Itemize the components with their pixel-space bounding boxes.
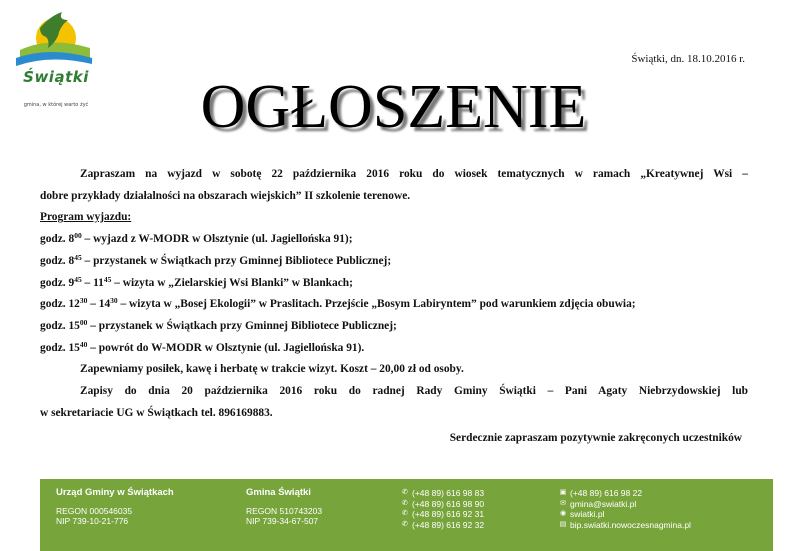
intro-line-1: Zapraszam na wyjazd w sobotę 22 października 2016 roku do wiosek tematycznych w ramach „Kreatywnej Wsi –	[80, 168, 748, 180]
bip-row[interactable]: ▤ bip.swiatki.nowoczesnagmina.pl	[559, 519, 691, 530]
program-heading: Program wyjazdu:	[40, 211, 132, 224]
announcement-body	[40, 164, 748, 450]
logo-name: Świątki	[23, 68, 89, 86]
fax-icon: ▣	[559, 489, 567, 496]
program-item: godz. $8^{00}$ – wyjazd z W-MODR w Olsztynie (ul. Jagiellońska 91);	[40, 231, 353, 246]
phone-row: ✆ (+48 89) 616 92 31	[402, 509, 485, 519]
document-date: Świątki, dn. 18.10.2016 r.	[631, 53, 745, 65]
municipality-regon: REGON 510743203	[246, 505, 323, 516]
phone-icon: ✆	[402, 499, 408, 507]
phone-icon: ✆	[402, 489, 408, 496]
footer-phones	[401, 488, 484, 530]
signup-line-2: w sekretariacie UG w Świątkach tel. 896169883.	[40, 406, 273, 419]
municipality-nip: NIP 739-34-67-507	[246, 516, 319, 526]
program-item: godz. $8^{45}$ – przystanek w Świątkach przy Gminnej Bibliotece Publicznej;	[40, 252, 392, 267]
web-icon: ◉	[559, 510, 567, 517]
office-regon: REGON 000546035	[56, 505, 133, 516]
email-row[interactable]: ✉ gmina@swiatki.pl	[560, 498, 637, 509]
email-icon: ✉	[560, 499, 566, 507]
phone-row: ✆ (+48 89) 616 98 83	[402, 488, 485, 498]
footer-contacts	[559, 488, 691, 530]
phone-icon: ✆	[402, 510, 408, 517]
logo-tagline: gmina, w której warto żyć	[23, 102, 89, 108]
intro-line-2: dobre przykłady działalności na obszarach wiejskich” II szkolenie terenowe.	[40, 189, 411, 202]
program-item: godz. $15^{40}$ – powrót do W-MODR w Olsztynie (ul. Jagiellońska 91).	[40, 339, 365, 354]
phone-row: ✆ (+48 89) 616 92 32	[402, 519, 485, 530]
program-item: godz. $9^{45} - 11^{45}$ – wizyta w „Zielarskiej Wsi Blanki” w Blankach;	[40, 274, 353, 289]
program-item: godz. $15^{00}$ – przystanek w Świątkach przy Gminnej Bibliotece Publicznej;	[40, 317, 397, 332]
signup-line-1: Zapisy do dnia 20 października 2016 roku do radnej Rady Gminy Świątki – Pani Agaty Niebrzydowskiej lub	[80, 385, 748, 398]
bip-icon: ▤	[559, 520, 567, 528]
office-name: Urząd Gminy w Świątkach	[56, 487, 174, 498]
phone-icon: ✆	[402, 520, 408, 528]
footer-bar	[40, 479, 773, 551]
meal-note: Zapewniamy posiłek, kawę i herbatę w trakcie wizyt. Koszt – 20,00 zł od osoby.	[80, 363, 464, 376]
office-nip: NIP 739-10-21-776	[56, 516, 129, 526]
fax-row: ▣ (+48 89) 616 98 22	[559, 488, 643, 498]
program-list	[40, 229, 748, 359]
phone-row: ✆ (+48 89) 616 98 90	[402, 498, 485, 509]
program-item: godz. $12^{30} - 14^{30}$ – wizyta w „Bosej Ekologii” w Praslitach. Przejście „Bosym Labiryntem” pod warunkiem zdjęcia obuwia;	[40, 296, 636, 311]
logo-emblem-icon	[10, 8, 94, 70]
footer-office	[56, 488, 174, 527]
web-row[interactable]: ◉ swiatki.pl	[559, 509, 605, 519]
page-title: OGŁOSZENIE	[200, 73, 587, 141]
closing-text: Serdecznie zapraszam pozytywnie zakręconych uczestników	[449, 432, 742, 445]
footer-municipality	[246, 488, 322, 527]
municipality-name: Gmina Świątki	[246, 487, 311, 498]
